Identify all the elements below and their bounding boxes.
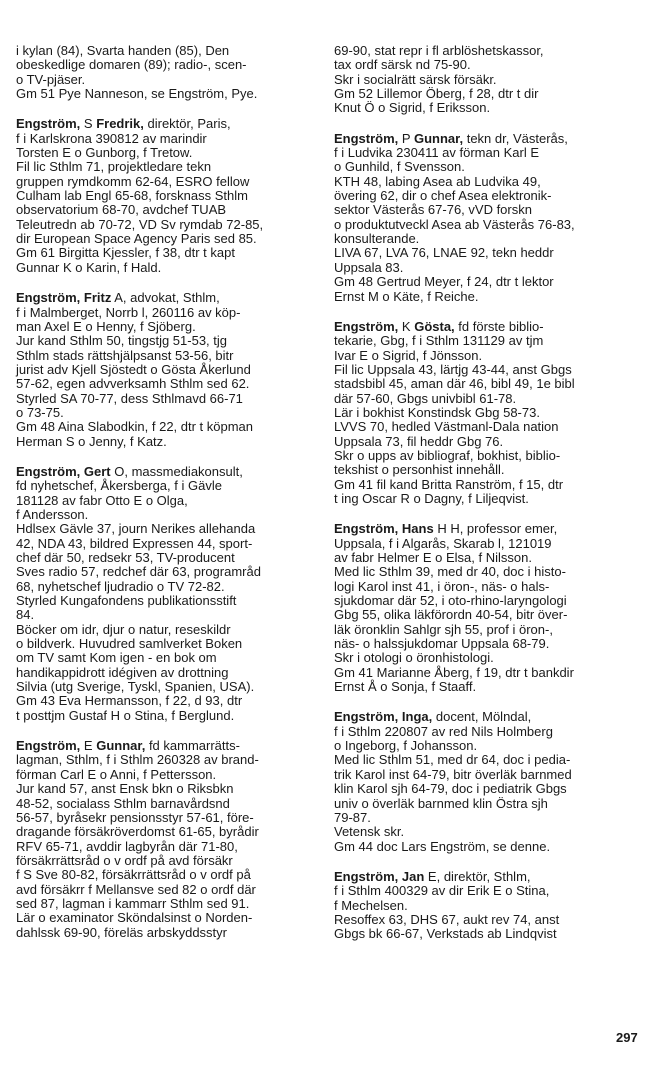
text-line xyxy=(334,870,656,884)
entry-text: Sthlm stads rättshjälpsanst 53-56, bitr xyxy=(16,347,234,363)
entry-text: obeskedlige domaren (89); radio-, scen- xyxy=(16,57,247,73)
entry-text: Herman S o Jenny, f Katz. xyxy=(16,433,167,449)
entry-text: 48-52, socialass Sthlm barnavårdsnd xyxy=(16,795,230,811)
text-line xyxy=(16,868,318,882)
text-line xyxy=(16,840,318,854)
text-line xyxy=(334,189,656,203)
text-line xyxy=(334,175,656,189)
entry-text: Böcker om idr, djur o natur, reseskildr xyxy=(16,621,231,637)
text-line xyxy=(334,782,656,796)
entry-text: tax ordf särsk nd 75-90. xyxy=(334,57,471,73)
text-line xyxy=(334,825,656,839)
text-line xyxy=(16,334,318,348)
entry-text: där 57-60, Gbgs univbibl 61-78. xyxy=(334,390,517,406)
entry-text: chef där 50, redsekr 53, TV-producent xyxy=(16,550,235,565)
text-line xyxy=(334,739,656,753)
entry-text: Uppsala, f i Algarås, Skarab l, 121019 xyxy=(334,535,552,551)
text-line xyxy=(16,709,318,723)
entry-text: handikappidrott idégiven av drottning xyxy=(16,664,229,680)
text-line xyxy=(334,44,656,58)
text-line xyxy=(334,449,656,463)
entry-text: fd förste biblio- xyxy=(454,318,544,334)
biography-entry xyxy=(334,870,656,942)
entry-text: klin Karol sjh 64-79, doc i pediatrik Gbgs xyxy=(334,781,567,797)
text-line xyxy=(334,580,656,594)
entry-text: Gm 51 Pye Nanneson, se Engström, Pye. xyxy=(16,86,258,102)
entry-text: Uppsala 73, fil heddr Gbg 76. xyxy=(334,433,504,449)
text-line xyxy=(16,479,318,493)
entry-text: sed 87, lagman i kammarr Sthlm sed 91. xyxy=(16,895,250,911)
text-line xyxy=(16,44,318,58)
biography-entry xyxy=(16,44,318,101)
text-line xyxy=(16,594,318,608)
entry-text: av fabr Helmer E o Elsa, f Nilsson. xyxy=(334,550,532,565)
text-line xyxy=(334,565,656,579)
text-line xyxy=(334,349,656,363)
entry-given-name: Fredrik, xyxy=(96,116,144,132)
entry-text: f i Ludvika 230411 av förman Karl E xyxy=(334,145,539,161)
text-line xyxy=(334,594,656,608)
text-line xyxy=(16,537,318,551)
entry-text: t posttjm Gustaf H o Stina, f Berglund. xyxy=(16,707,235,723)
entry-surname: Engström, xyxy=(334,521,402,537)
text-line xyxy=(16,87,318,101)
entry-text: sektor Västerås 67-76, vVD forskn xyxy=(334,202,532,218)
entry-text: Culham lab Engl 65-68, forsknass Sthlm xyxy=(16,188,248,204)
text-line xyxy=(16,811,318,825)
entry-text: dragande försäkröverdomst 61-65, byrådir xyxy=(16,824,259,840)
text-line xyxy=(334,218,656,232)
text-line xyxy=(334,811,656,825)
entry-text: f i Sthlm 400329 av dir Erik E o Stina, xyxy=(334,883,550,899)
text-line xyxy=(16,897,318,911)
entry-text: dahlssk 69-90, föreläs arbskyddsstyr xyxy=(16,924,227,940)
text-line xyxy=(334,377,656,391)
entry-text: Fil lic Sthlm 71, projektledare tekn xyxy=(16,159,212,175)
entry-text: näs- o halssjukdomar Uppsala 68-79. xyxy=(334,636,550,652)
entry-text: logi Karol inst 41, i öron-, näs- o hals- xyxy=(334,578,550,594)
entry-surname: Engström, xyxy=(16,463,84,479)
entry-text: 69-90, stat repr i fl arblöshetskassor, xyxy=(334,43,544,58)
text-line xyxy=(334,435,656,449)
entry-text: Styrled Kungafondens publikationsstift xyxy=(16,593,237,609)
entry-text: Gm 48 Gertrud Meyer, f 24, dtr t lektor xyxy=(334,274,554,290)
text-line xyxy=(16,117,318,131)
text-line xyxy=(16,160,318,174)
text-line xyxy=(334,797,656,811)
entry-surname: Engström, xyxy=(334,318,402,334)
entry-text: Fil lic Uppsala 43, lärtjg 43-44, anst Gbgs xyxy=(334,361,572,377)
entry-text: f i Sthlm 220807 av red Nils Holmberg xyxy=(334,723,553,739)
entry-text: LVVS 70, hedled Västmanl-Dala nation xyxy=(334,419,559,435)
entry-text: Ivar E o Sigrid, f Jönsson. xyxy=(334,347,483,363)
entry-text: fd kammarrätts- xyxy=(145,738,240,754)
entry-text: gruppen rymdkomm 62-64, ESRO fellow xyxy=(16,173,250,189)
entry-surname: Engström, xyxy=(334,709,402,725)
entry-text: Jur kand Sthlm 50, tingstjg 51-53, tjg xyxy=(16,333,228,349)
text-line xyxy=(16,782,318,796)
text-line xyxy=(334,73,656,87)
text-line xyxy=(334,132,656,146)
entry-text: Med lic Sthlm 51, med dr 64, doc i pedia- xyxy=(334,752,571,768)
entry-text: 42, NDA 43, bildred Expressen 44, sport- xyxy=(16,535,253,551)
entry-text: o Gunhild, f Svensson. xyxy=(334,159,465,175)
text-line xyxy=(334,899,656,913)
text-line xyxy=(16,291,318,305)
entry-text: försäkrrättsråd o v ordf på avd försäkr xyxy=(16,852,233,868)
text-line xyxy=(16,320,318,334)
text-line xyxy=(16,522,318,536)
entry-text: om TV samt Kom igen - en bok om xyxy=(16,650,217,666)
entry-text: Skr i otologi o öronhistologi. xyxy=(334,650,494,666)
text-line xyxy=(16,565,318,579)
entry-initial: K xyxy=(401,318,415,334)
biography-entry xyxy=(334,320,656,506)
text-line xyxy=(334,203,656,217)
text-line xyxy=(16,377,318,391)
entry-text: konsulterande. xyxy=(334,231,420,247)
entry-surname: Engström, xyxy=(16,290,84,306)
entry-text: Gm 41 Marianne Åberg, f 19, dtr t bankdir xyxy=(334,664,574,680)
entry-text: Med lic Sthlm 39, med dr 40, doc i histo- xyxy=(334,564,566,580)
text-line xyxy=(334,363,656,377)
text-line xyxy=(334,768,656,782)
left-column xyxy=(16,44,318,956)
entry-text: förman Carl E o Anni, f Pettersson. xyxy=(16,766,217,782)
text-line xyxy=(16,637,318,651)
entry-given-name: Gösta, xyxy=(414,318,455,334)
entry-text: Skr o upps av bibliograf, bokhist, biblio- xyxy=(334,447,561,463)
text-line xyxy=(334,840,656,854)
entry-text: fd nyhetschef, Åkersberga, f i Gävle xyxy=(16,478,222,494)
text-line xyxy=(16,825,318,839)
text-line xyxy=(334,160,656,174)
text-line xyxy=(16,175,318,189)
text-line xyxy=(16,261,318,275)
page-number: 297 xyxy=(616,1030,638,1045)
text-line xyxy=(334,146,656,160)
entry-text: Silvia (utg Sverige, Tyskl, Spanien, USA). xyxy=(16,679,255,695)
text-line xyxy=(334,537,656,551)
entry-given-name: Gunnar, xyxy=(96,738,146,754)
entry-text: sjukdomar där 52, i oto-rhino-laryngologi xyxy=(334,593,567,609)
text-line xyxy=(16,739,318,753)
text-line xyxy=(334,680,656,694)
entry-initial: S xyxy=(83,116,97,132)
entry-text: övering 62, dir o chef Asea elektronik- xyxy=(334,188,552,204)
text-line xyxy=(16,680,318,694)
entry-text: stadsbibl 45, aman där 46, bibl 49, 1e bibl xyxy=(334,376,575,392)
entry-text: o 73-75. xyxy=(16,404,64,420)
biography-entry xyxy=(16,117,318,275)
text-line xyxy=(334,478,656,492)
text-line xyxy=(334,420,656,434)
entry-given-name: Gunnar, xyxy=(413,130,464,146)
entry-text: Gm 48 Aina Slabodkin, f 22, dtr t köpman xyxy=(16,419,254,435)
biography-entry xyxy=(16,465,318,723)
text-line xyxy=(16,753,318,767)
entry-text: f Mechelsen. xyxy=(334,897,408,913)
entry-text: Gbgs bk 66-67, Verkstads ab Lindqvist xyxy=(334,926,557,942)
text-line xyxy=(334,884,656,898)
entry-text: Gm 52 Lillemor Öberg, f 28, dtr t dir xyxy=(334,86,539,102)
text-line xyxy=(16,911,318,925)
entry-text: läk öronklin Sahlgr sjh 55, prof i öron-, xyxy=(334,621,553,637)
biography-entry xyxy=(334,132,656,304)
entry-text: univ o överläk barnmed klin Östra sjh xyxy=(334,795,548,811)
text-line xyxy=(16,306,318,320)
text-line xyxy=(334,246,656,260)
entry-text: o TV-pjäser. xyxy=(16,71,86,87)
text-line xyxy=(16,465,318,479)
entry-given-name: Fritz xyxy=(83,290,112,306)
entry-given-name: Jan xyxy=(401,868,425,884)
entry-text: t ing Oscar R o Dagny, f Liljeqvist. xyxy=(334,490,529,506)
text-line xyxy=(16,508,318,522)
text-line xyxy=(334,753,656,767)
entry-given-name: Gert xyxy=(83,463,111,479)
biography-entry xyxy=(334,710,656,853)
text-line xyxy=(334,406,656,420)
text-line xyxy=(16,854,318,868)
text-line xyxy=(16,232,318,246)
entry-surname: Engström, xyxy=(334,868,402,884)
entry-text: tekarie, Gbg, f i Sthlm 131129 av tjm xyxy=(334,333,544,349)
entry-text: f S Sve 80-82, försäkrrättsråd o v ordf på xyxy=(16,867,251,883)
text-line xyxy=(16,494,318,508)
entry-text: Jur kand 57, anst Ensk bkn o Riksbkn xyxy=(16,781,234,797)
entry-text: Ernst M o Käte, f Reiche. xyxy=(334,288,479,304)
text-line xyxy=(16,551,318,565)
text-line xyxy=(334,913,656,927)
entry-text: Skr i socialrätt särsk försäkr. xyxy=(334,71,497,87)
entry-text: Lär i bokhist Konstindsk Gbg 58-73. xyxy=(334,404,540,420)
text-line xyxy=(334,492,656,506)
entry-text: Uppsala 83. xyxy=(334,259,404,275)
entry-text: A, advokat, Sthlm, xyxy=(111,290,220,306)
text-line xyxy=(334,651,656,665)
text-line xyxy=(16,608,318,622)
entry-text: Hdlsex Gävle 37, journ Nerikes allehanda xyxy=(16,521,256,537)
text-line xyxy=(334,320,656,334)
text-line xyxy=(16,420,318,434)
biography-entry xyxy=(16,291,318,449)
text-line xyxy=(334,551,656,565)
entry-text: docent, Mölndal, xyxy=(432,709,532,725)
text-line xyxy=(16,349,318,363)
entry-text: 56-57, byråsekr pensionsstyr 57-61, före- xyxy=(16,809,254,825)
text-line xyxy=(334,392,656,406)
entry-text: 57-62, egen advverksamh Sthlm sed 62. xyxy=(16,376,250,392)
entry-text: Gm 61 Birgitta Kjessler, f 38, dtr t kapt xyxy=(16,245,235,261)
entry-text: Gm 44 doc Lars Engström, se denne. xyxy=(334,838,551,854)
entry-text: Teleutredn ab 70-72, VD Sv rymdab 72-85, xyxy=(16,216,264,232)
entry-text: avd försäkrr f Mellansve sed 82 o ordf där xyxy=(16,881,256,897)
entry-text: E, direktör, Sthlm, xyxy=(424,868,531,884)
entry-text: KTH 48, labing Asea ab Ludvika 49, xyxy=(334,173,541,189)
text-line xyxy=(334,101,656,115)
text-line xyxy=(16,435,318,449)
text-line xyxy=(16,926,318,940)
entry-text: O, massmediakonsult, xyxy=(110,463,243,479)
entry-surname: Engström, xyxy=(16,116,84,132)
entry-text: Gm 41 fil kand Britta Ranström, f 15, dtr xyxy=(334,476,564,492)
entry-text: H H, professor emer, xyxy=(433,521,558,537)
text-line xyxy=(334,232,656,246)
entry-text: trik Karol inst 64-79, bitr överläk barnmed xyxy=(334,766,572,782)
entry-text: o Ingeborg, f Johansson. xyxy=(334,738,478,754)
entry-text: Styrled SA 70-77, dess Sthlmavd 66-71 xyxy=(16,390,243,406)
text-line xyxy=(334,87,656,101)
entry-initial: P xyxy=(401,130,414,146)
entry-text: o bildverk. Huvudred samlverket Boken xyxy=(16,636,243,652)
entry-text: Gunnar K o Karin, f Hald. xyxy=(16,259,162,275)
text-line xyxy=(16,189,318,203)
entry-text: 84. xyxy=(16,607,35,623)
entry-text: Gbg 55, olika läkförordn 40-54, bitr över- xyxy=(334,607,568,623)
entry-given-name: Hans xyxy=(401,521,434,537)
entry-text: observatorium 68-70, avdchef TUAB xyxy=(16,202,227,218)
text-line xyxy=(16,580,318,594)
text-line xyxy=(16,392,318,406)
entry-text: f Andersson. xyxy=(16,506,89,522)
entry-text: o produktutveckl Asea ab Västerås 76-83, xyxy=(334,216,575,232)
entry-text: RFV 65-71, avddir lagbyrån där 71-80, xyxy=(16,838,238,854)
text-line xyxy=(334,710,656,724)
entry-initial: E xyxy=(83,738,97,754)
text-line xyxy=(334,58,656,72)
text-line xyxy=(334,522,656,536)
text-line xyxy=(334,666,656,680)
biography-entry xyxy=(334,44,656,116)
text-line xyxy=(334,725,656,739)
right-column xyxy=(334,44,656,958)
entry-text: Lär o examinator Sköndalsinst o Norden- xyxy=(16,910,253,926)
text-line xyxy=(334,275,656,289)
entry-text: LIVA 67, LVA 76, LNAE 92, tekn heddr xyxy=(334,245,554,261)
entry-text: Resoffex 63, DHS 67, aukt rev 74, anst xyxy=(334,911,560,927)
biography-entry xyxy=(16,739,318,940)
entry-text: Ernst Å o Sonja, f Staaff. xyxy=(334,679,477,695)
entry-text: tekn dr, Västerås, xyxy=(463,130,568,146)
entry-text: tekshist o personhist innehåll. xyxy=(334,462,505,478)
text-line xyxy=(16,651,318,665)
text-line xyxy=(334,290,656,304)
entry-text: f i Malmberget, Norrb l, 260116 av köp- xyxy=(16,304,241,320)
entry-text: i kylan (84), Svarta handen (85), Den xyxy=(16,43,230,58)
entry-text: direktör, Paris, xyxy=(143,116,231,132)
entry-text: Torsten E o Gunborg, f Tretow. xyxy=(16,145,193,161)
entry-text: 79-87. xyxy=(334,809,371,825)
text-line xyxy=(16,694,318,708)
entry-surname: Engström, xyxy=(334,130,402,146)
text-line xyxy=(16,363,318,377)
text-line xyxy=(16,203,318,217)
entry-text: 181128 av fabr Otto E o Olga, xyxy=(16,492,188,508)
text-line xyxy=(16,146,318,160)
text-line xyxy=(334,623,656,637)
text-line xyxy=(16,73,318,87)
entry-text: f i Karlskrona 390812 av marindir xyxy=(16,130,207,146)
text-line xyxy=(16,666,318,680)
entry-text: Gm 43 Eva Hermansson, f 22, d 93, dtr xyxy=(16,693,243,709)
text-line xyxy=(16,132,318,146)
entry-text: dir European Space Agency Paris sed 85. xyxy=(16,231,257,247)
text-line xyxy=(334,261,656,275)
text-line xyxy=(334,608,656,622)
text-line xyxy=(16,218,318,232)
entry-text: Vetensk skr. xyxy=(334,824,405,840)
entry-text: 68, nyhetschef ljudradio o TV 72-82. xyxy=(16,578,225,594)
entry-text: man Axel E o Henny, f Sjöberg. xyxy=(16,318,196,334)
text-line xyxy=(334,637,656,651)
text-line xyxy=(16,623,318,637)
text-line xyxy=(334,334,656,348)
text-line xyxy=(16,58,318,72)
entry-text: lagman, Sthlm, f i Sthlm 260328 av brand- xyxy=(16,752,259,768)
text-line xyxy=(16,797,318,811)
text-line xyxy=(334,463,656,477)
text-line xyxy=(16,883,318,897)
entry-surname: Engström, xyxy=(16,738,84,754)
text-line xyxy=(334,927,656,941)
entry-text: Sves radio 57, redchef där 63, programråd xyxy=(16,564,261,580)
entry-text: jurist adv Kjell Sjöstedt o Gösta Åkerlund xyxy=(16,361,251,377)
text-line xyxy=(16,406,318,420)
entry-given-name: Inga, xyxy=(401,709,433,725)
text-line xyxy=(16,246,318,260)
entry-text: Knut Ö o Sigrid, f Eriksson. xyxy=(334,100,491,116)
text-line xyxy=(16,768,318,782)
biography-entry xyxy=(334,522,656,694)
